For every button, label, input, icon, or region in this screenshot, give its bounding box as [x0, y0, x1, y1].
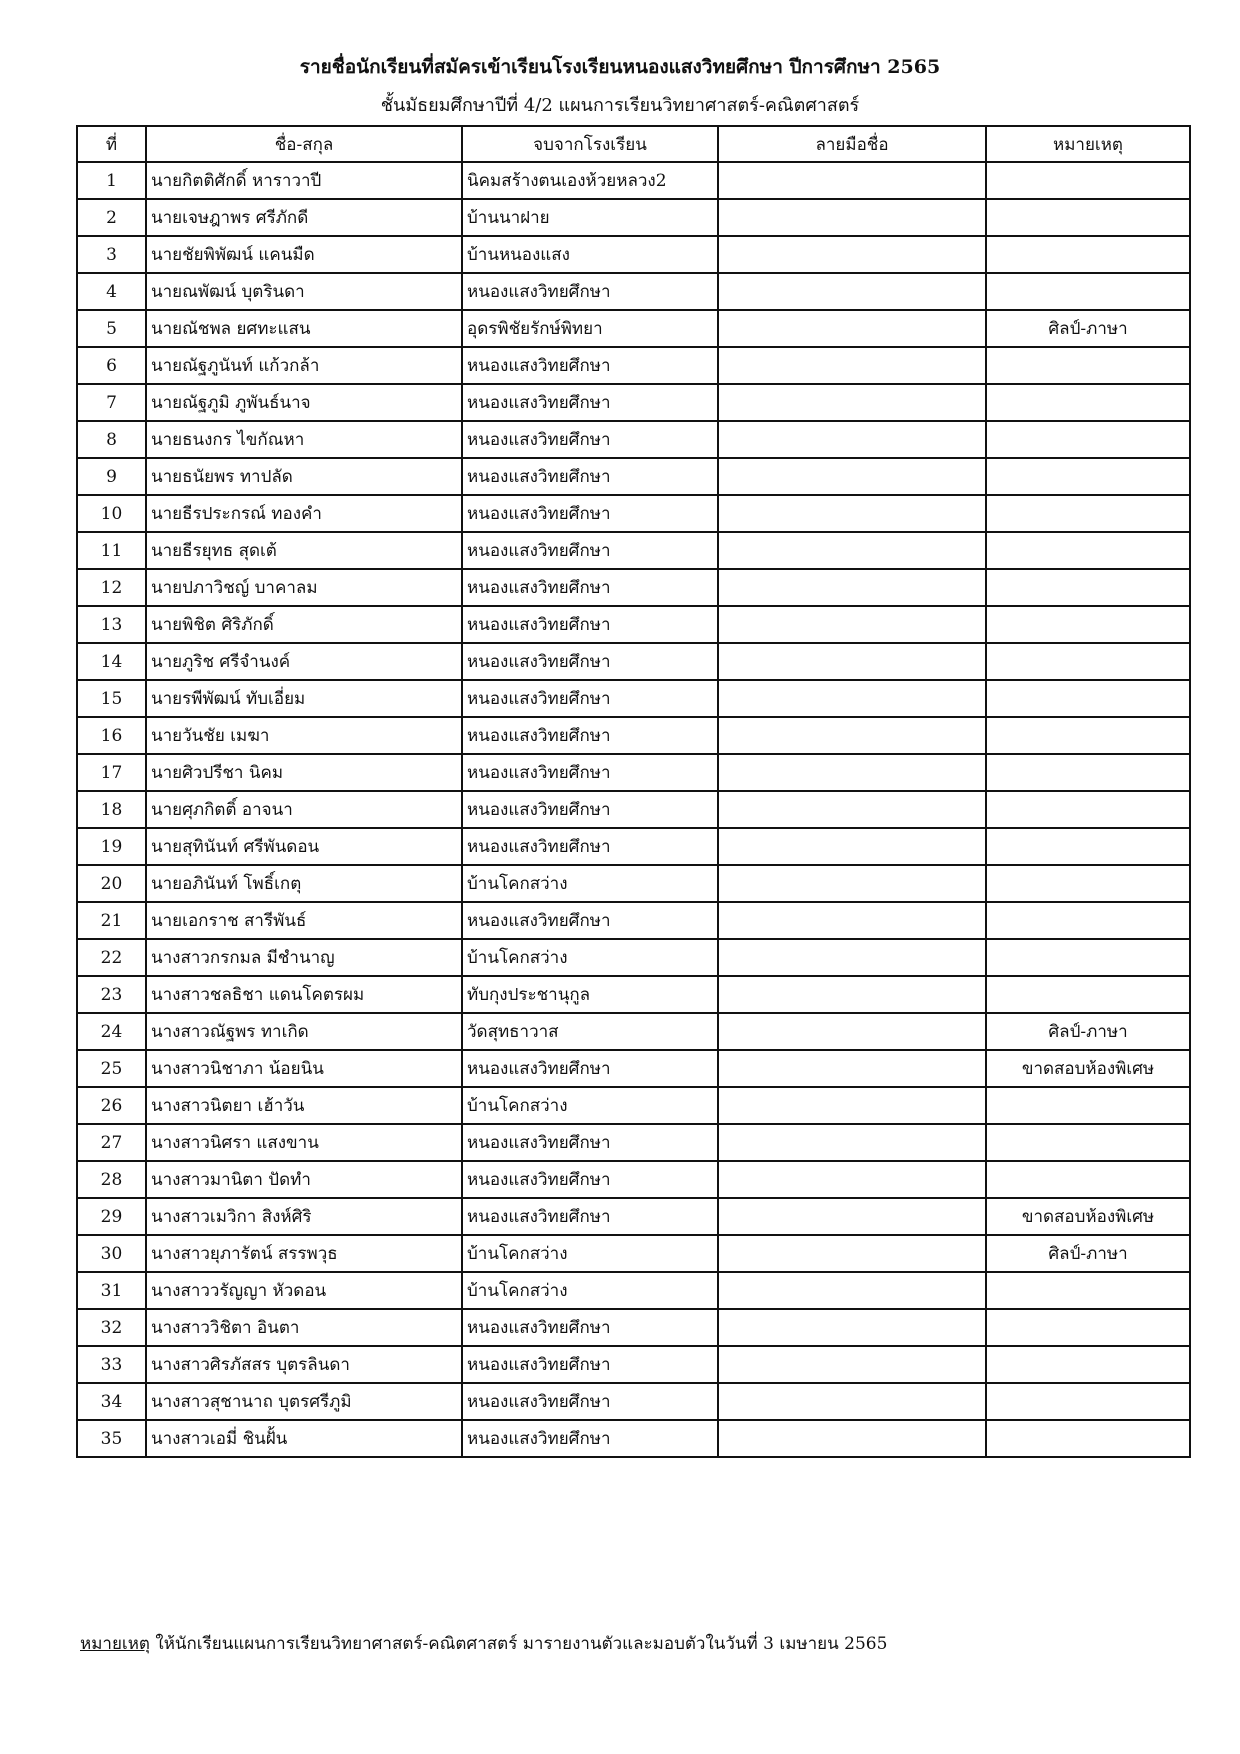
remark [986, 569, 1190, 606]
remark [986, 606, 1190, 643]
remark [986, 754, 1190, 791]
previous-school: บ้านโคกสว่าง [462, 939, 718, 976]
previous-school: หนองแสงวิทยศึกษา [462, 347, 718, 384]
row-number: 28 [77, 1161, 146, 1198]
remark [986, 1346, 1190, 1383]
remark [986, 1383, 1190, 1420]
table-row [77, 717, 1190, 754]
signature-cell[interactable] [718, 902, 986, 939]
row-number: 4 [77, 273, 146, 310]
previous-school: หนองแสงวิทยศึกษา [462, 902, 718, 939]
remark [986, 273, 1190, 310]
row-number: 8 [77, 421, 146, 458]
row-number: 5 [77, 310, 146, 347]
student-name: นางสาววิชิตา อินตา [146, 1309, 462, 1346]
previous-school: วัดสุทธาวาส [462, 1013, 718, 1050]
row-number: 14 [77, 643, 146, 680]
signature-cell[interactable] [718, 1346, 986, 1383]
row-number: 11 [77, 532, 146, 569]
remark [986, 1272, 1190, 1309]
remark [986, 828, 1190, 865]
table-row [77, 421, 1190, 458]
header-number: ที่ [77, 126, 146, 162]
remark [986, 458, 1190, 495]
document-title: รายชื่อนักเรียนที่สมัครเข้าเรียนโรงเรียนหนองแสงวิทยศึกษา ปีการศึกษา 2565 [299, 56, 941, 78]
table-row [77, 236, 1190, 273]
row-number: 23 [77, 976, 146, 1013]
previous-school: ทับกุงประชานุกูล [462, 976, 718, 1013]
signature-cell[interactable] [718, 199, 986, 236]
header-name: ชื่อ-สกุล [146, 126, 462, 162]
previous-school: หนองแสงวิทยศึกษา [462, 1420, 718, 1457]
row-number: 32 [77, 1309, 146, 1346]
student-name: นางสาวนิตยา เฮ้าวัน [146, 1087, 462, 1124]
table-header-row [77, 126, 1190, 162]
signature-cell[interactable] [718, 495, 986, 532]
student-name: นายธีรประกรณ์ ทองคำ [146, 495, 462, 532]
table-row [77, 1420, 1190, 1457]
row-number: 13 [77, 606, 146, 643]
remark [986, 347, 1190, 384]
table-row [77, 606, 1190, 643]
previous-school: หนองแสงวิทยศึกษา [462, 1198, 718, 1235]
remark [986, 1309, 1190, 1346]
signature-cell[interactable] [718, 606, 986, 643]
table-row [77, 347, 1190, 384]
remark [986, 643, 1190, 680]
student-name: นายปภาวิชญ์ บาคาลม [146, 569, 462, 606]
table-row [77, 273, 1190, 310]
student-name: นายเจษฎาพร ศรีภักดี [146, 199, 462, 236]
student-name: นายวันชัย เมฆา [146, 717, 462, 754]
document-subtitle: ชั้นมัธยมศึกษาปีที่ 4/2 แผนการเรียนวิทยาศาสตร์-คณิตศาสตร์ [380, 95, 860, 116]
student-name: นายภูริช ศรีจำนงค์ [146, 643, 462, 680]
row-number: 9 [77, 458, 146, 495]
table-row [77, 1235, 1190, 1272]
student-name: นายรพีพัฒน์ ทับเอี่ยม [146, 680, 462, 717]
row-number: 26 [77, 1087, 146, 1124]
row-number: 27 [77, 1124, 146, 1161]
row-number: 25 [77, 1050, 146, 1087]
student-name: นางสาวกรกมล มีชำนาญ [146, 939, 462, 976]
row-number: 12 [77, 569, 146, 606]
footer-note [80, 1630, 887, 1657]
previous-school: หนองแสงวิทยศึกษา [462, 273, 718, 310]
previous-school: บ้านนาฝาย [462, 199, 718, 236]
signature-cell[interactable] [718, 680, 986, 717]
table-row [77, 828, 1190, 865]
remark [986, 976, 1190, 1013]
table-row [77, 754, 1190, 791]
remark [986, 902, 1190, 939]
row-number: 22 [77, 939, 146, 976]
previous-school: หนองแสงวิทยศึกษา [462, 791, 718, 828]
row-number: 20 [77, 865, 146, 902]
signature-cell[interactable] [718, 717, 986, 754]
signature-cell[interactable] [718, 1124, 986, 1161]
remark: ศิลป์-ภาษา [986, 310, 1190, 347]
row-number: 31 [77, 1272, 146, 1309]
table-row [77, 1198, 1190, 1235]
row-number: 35 [77, 1420, 146, 1457]
row-number: 24 [77, 1013, 146, 1050]
student-name: นางสาวสุชานาถ บุตรศรีภูมิ [146, 1383, 462, 1420]
signature-cell[interactable] [718, 791, 986, 828]
signature-cell[interactable] [718, 939, 986, 976]
student-name: นายพิชิต ศิริภักดิ์ [146, 606, 462, 643]
signature-cell[interactable] [718, 162, 986, 199]
signature-cell[interactable] [718, 1420, 986, 1457]
student-name: นางสาวยุภารัตน์ สรรพวุธ [146, 1235, 462, 1272]
table-row [77, 310, 1190, 347]
signature-cell[interactable] [718, 1272, 986, 1309]
footer-note-text: ให้นักเรียนแผนการเรียนวิทยาศาสตร์-คณิตศาสตร์ มารายงานตัวและมอบตัวในวันที่ 3 เมษายน 2565 [149, 1634, 888, 1654]
previous-school: หนองแสงวิทยศึกษา [462, 495, 718, 532]
previous-school: หนองแสงวิทยศึกษา [462, 384, 718, 421]
signature-cell[interactable] [718, 1013, 986, 1050]
signature-cell[interactable] [718, 643, 986, 680]
table-row [77, 1087, 1190, 1124]
row-number: 17 [77, 754, 146, 791]
previous-school: บ้านหนองแสง [462, 236, 718, 273]
remark [986, 865, 1190, 902]
signature-cell[interactable] [718, 1309, 986, 1346]
header-signature: ลายมือชื่อ [718, 126, 986, 162]
student-name: นางสาวเอมี่ ชินฝั้น [146, 1420, 462, 1457]
remark: ศิลป์-ภาษา [986, 1013, 1190, 1050]
signature-cell[interactable] [718, 1198, 986, 1235]
student-name: นายณพัฒน์ บุตรินดา [146, 273, 462, 310]
row-number: 16 [77, 717, 146, 754]
remark [986, 1087, 1190, 1124]
row-number: 7 [77, 384, 146, 421]
header-school: จบจากโรงเรียน [462, 126, 718, 162]
student-name: นายธนงกร ไขกัณหา [146, 421, 462, 458]
footer-note-label: หมายเหตุ [80, 1634, 150, 1654]
row-number: 15 [77, 680, 146, 717]
previous-school: หนองแสงวิทยศึกษา [462, 458, 718, 495]
remark [986, 717, 1190, 754]
table-row [77, 458, 1190, 495]
remark: ศิลป์-ภาษา [986, 1235, 1190, 1272]
row-number: 30 [77, 1235, 146, 1272]
table-row [77, 384, 1190, 421]
previous-school: อุดรพิชัยรักษ์พิทยา [462, 310, 718, 347]
remark: ขาดสอบห้องพิเศษ [986, 1050, 1190, 1087]
signature-cell[interactable] [718, 754, 986, 791]
student-name: นายศิวปรีชา นิคม [146, 754, 462, 791]
table-row [77, 902, 1190, 939]
row-number: 18 [77, 791, 146, 828]
student-name: นางสาวณัฐพร ทาเกิด [146, 1013, 462, 1050]
previous-school: หนองแสงวิทยศึกษา [462, 1161, 718, 1198]
row-number: 33 [77, 1346, 146, 1383]
previous-school: หนองแสงวิทยศึกษา [462, 1309, 718, 1346]
table-row [77, 1161, 1190, 1198]
remark [986, 162, 1190, 199]
previous-school: บ้านโคกสว่าง [462, 865, 718, 902]
table-row [77, 976, 1190, 1013]
signature-cell[interactable] [718, 976, 986, 1013]
student-name: นางสาวนิชาภา น้อยนิน [146, 1050, 462, 1087]
header-remark: หมายเหตุ [986, 126, 1190, 162]
remark [986, 1161, 1190, 1198]
previous-school: หนองแสงวิทยศึกษา [462, 1383, 718, 1420]
signature-cell[interactable] [718, 384, 986, 421]
signature-cell[interactable] [718, 1087, 986, 1124]
student-name: นางสาวมานิตา ปัดทำ [146, 1161, 462, 1198]
signature-cell[interactable] [718, 865, 986, 902]
student-name: นายณัฐภูนันท์ แก้วกล้า [146, 347, 462, 384]
student-name: นายณัชพล ยศทะแสน [146, 310, 462, 347]
signature-cell[interactable] [718, 236, 986, 273]
table-row [77, 791, 1190, 828]
remark [986, 791, 1190, 828]
table-row [77, 1013, 1190, 1050]
student-name: นางสาวนิศรา แสงขาน [146, 1124, 462, 1161]
row-number: 6 [77, 347, 146, 384]
table-row [77, 1124, 1190, 1161]
signature-cell[interactable] [718, 1383, 986, 1420]
row-number: 10 [77, 495, 146, 532]
remark [986, 384, 1190, 421]
table-row [77, 865, 1190, 902]
student-name: นายณัฐภูมิ ภูพันธ์นาจ [146, 384, 462, 421]
previous-school: หนองแสงวิทยศึกษา [462, 717, 718, 754]
table-row [77, 1050, 1190, 1087]
previous-school: บ้านโคกสว่าง [462, 1087, 718, 1124]
table-row [77, 1346, 1190, 1383]
remark [986, 421, 1190, 458]
table-row [77, 162, 1190, 199]
signature-cell[interactable] [718, 273, 986, 310]
student-roster-table [76, 125, 1191, 1458]
table-row [77, 495, 1190, 532]
student-name: นางสาวชลธิชา แดนโคตรผม [146, 976, 462, 1013]
previous-school: นิคมสร้างตนเองห้วยหลวง2 [462, 162, 718, 199]
row-number: 19 [77, 828, 146, 865]
student-name: นายเอกราช สารีพันธ์ [146, 902, 462, 939]
table-row [77, 643, 1190, 680]
remark [986, 1124, 1190, 1161]
table-row [77, 939, 1190, 976]
signature-cell[interactable] [718, 532, 986, 569]
row-number: 29 [77, 1198, 146, 1235]
table-row [77, 1272, 1190, 1309]
remark [986, 532, 1190, 569]
previous-school: หนองแสงวิทยศึกษา [462, 643, 718, 680]
previous-school: หนองแสงวิทยศึกษา [462, 532, 718, 569]
remark [986, 199, 1190, 236]
student-name: นายอภินันท์ โพธิ์เกตุ [146, 865, 462, 902]
signature-cell[interactable] [718, 1235, 986, 1272]
previous-school: หนองแสงวิทยศึกษา [462, 754, 718, 791]
previous-school: บ้านโคกสว่าง [462, 1272, 718, 1309]
student-name: นายชัยพิพัฒน์ แคนมืด [146, 236, 462, 273]
previous-school: บ้านโคกสว่าง [462, 1235, 718, 1272]
student-name: นายกิตติศักดิ์ หาราวาปี [146, 162, 462, 199]
remark [986, 236, 1190, 273]
table-row [77, 680, 1190, 717]
row-number: 1 [77, 162, 146, 199]
student-name: นางสาววรัญญา หัวดอน [146, 1272, 462, 1309]
table-row [77, 1383, 1190, 1420]
row-number: 3 [77, 236, 146, 273]
table-row [77, 569, 1190, 606]
row-number: 2 [77, 199, 146, 236]
previous-school: หนองแสงวิทยศึกษา [462, 569, 718, 606]
student-name: นางสาวเมวิกา สิงห์ศิริ [146, 1198, 462, 1235]
remark: ขาดสอบห้องพิเศษ [986, 1198, 1190, 1235]
previous-school: หนองแสงวิทยศึกษา [462, 1124, 718, 1161]
student-name: นายธีรยุทธ สุดเต้ [146, 532, 462, 569]
remark [986, 939, 1190, 976]
previous-school: หนองแสงวิทยศึกษา [462, 828, 718, 865]
signature-cell[interactable] [718, 1050, 986, 1087]
previous-school: หนองแสงวิทยศึกษา [462, 680, 718, 717]
signature-cell[interactable] [718, 421, 986, 458]
student-name: นายธนัยพร ทาปลัด [146, 458, 462, 495]
table-row [77, 532, 1190, 569]
row-number: 21 [77, 902, 146, 939]
signature-cell[interactable] [718, 458, 986, 495]
row-number: 34 [77, 1383, 146, 1420]
student-name: นางสาวศิรภัสสร บุตรลินดา [146, 1346, 462, 1383]
table-row [77, 1309, 1190, 1346]
table-row [77, 199, 1190, 236]
remark [986, 1420, 1190, 1457]
student-name: นายสุทินันท์ ศรีพันดอน [146, 828, 462, 865]
previous-school: หนองแสงวิทยศึกษา [462, 606, 718, 643]
student-name: นายศุภกิตติ์ อาจนา [146, 791, 462, 828]
remark [986, 680, 1190, 717]
previous-school: หนองแสงวิทยศึกษา [462, 1346, 718, 1383]
signature-cell[interactable] [718, 828, 986, 865]
previous-school: หนองแสงวิทยศึกษา [462, 1050, 718, 1087]
previous-school: หนองแสงวิทยศึกษา [462, 421, 718, 458]
signature-cell[interactable] [718, 310, 986, 347]
table-body [77, 162, 1190, 1457]
signature-cell[interactable] [718, 347, 986, 384]
signature-cell[interactable] [718, 569, 986, 606]
signature-cell[interactable] [718, 1161, 986, 1198]
remark [986, 495, 1190, 532]
